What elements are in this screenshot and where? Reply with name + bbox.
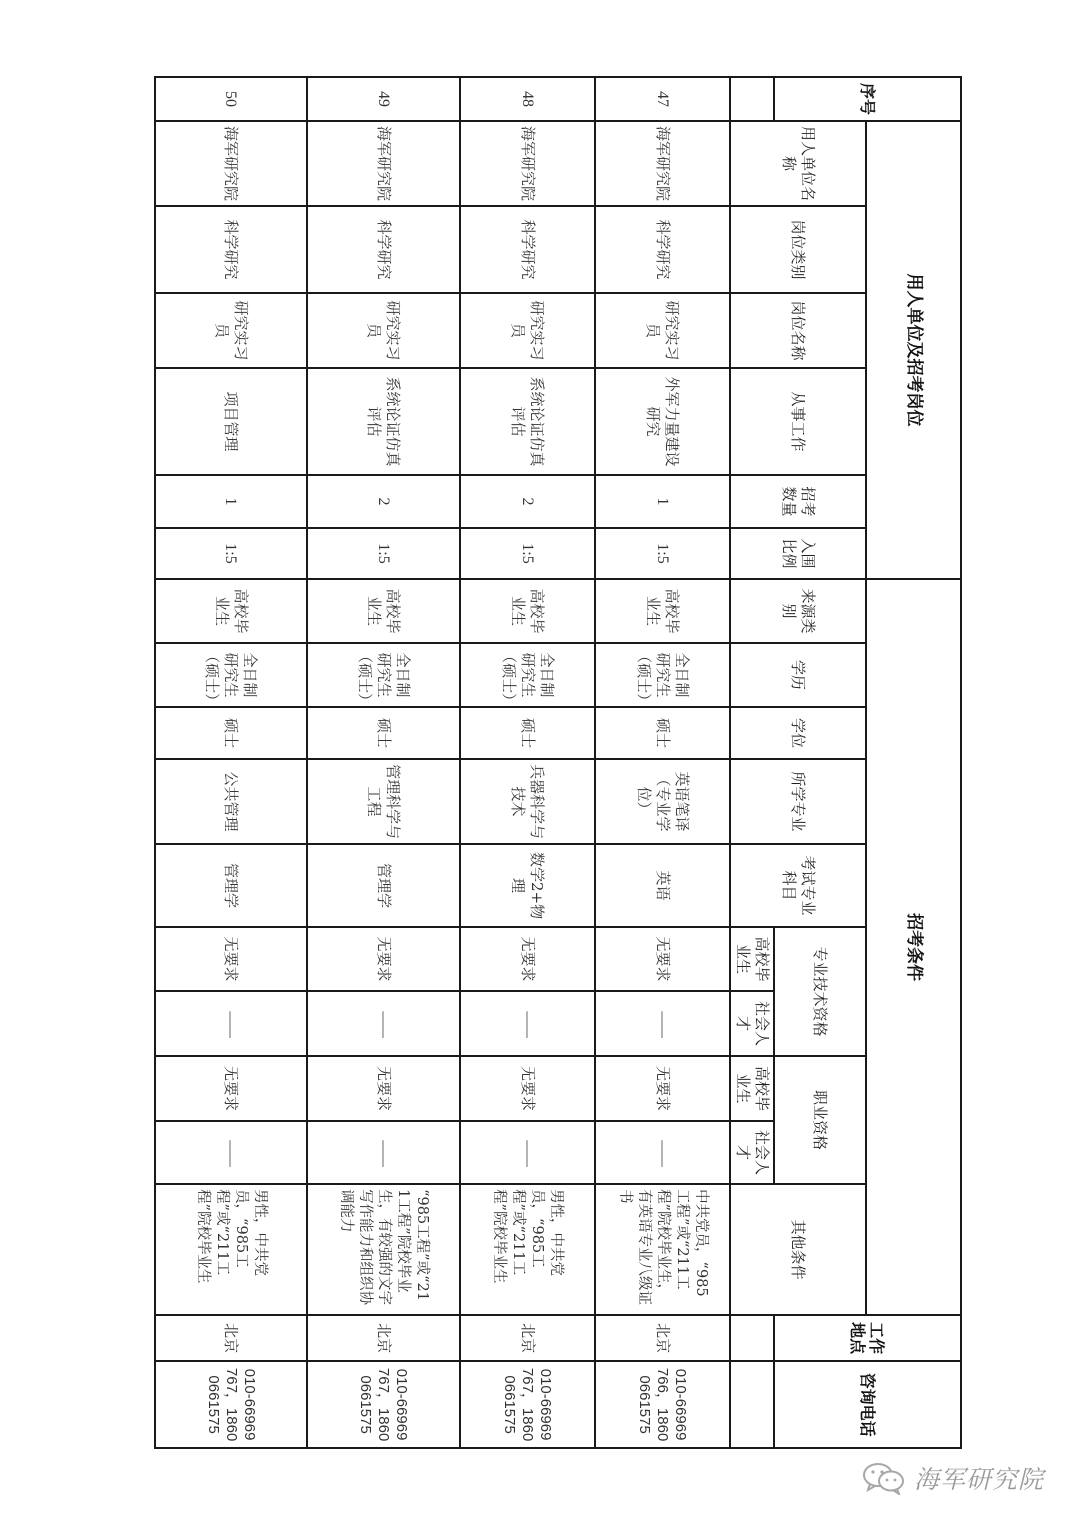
cell-quota: 1	[155, 475, 307, 528]
cell-major: 管理科学与工程	[307, 759, 460, 844]
recruitment-table	[154, 76, 962, 1449]
header-unit-and-post: 用人单位及招考岗位	[866, 121, 961, 579]
cell-location: 北京	[155, 1315, 307, 1361]
header-unit-name: 用人单位名称	[730, 121, 866, 206]
cell-post-category: 科学研究	[307, 206, 460, 293]
cell-other: “985工程”或“211工程”院校毕业生，有较强的文字写作能力和组织协调能力	[307, 1184, 460, 1315]
cell-voc-grads: 无要求	[307, 1056, 460, 1121]
header-tech-qual: 专业技术资格	[774, 927, 866, 1056]
watermark-text: 海军研究院	[914, 1465, 1045, 1494]
cell-phone: 010-66969767，18600661575	[460, 1361, 595, 1448]
header-source: 来源类别	[730, 579, 866, 643]
cell-major: 公共管理	[155, 759, 307, 844]
header-work: 从事工作	[730, 368, 866, 475]
cell-voc-social: ——	[460, 1121, 595, 1184]
cell-ratio: 1:5	[460, 528, 595, 579]
cell-source: 高校毕业生	[460, 579, 595, 643]
header-seq: 序号	[774, 77, 961, 121]
cell-post-category: 科学研究	[595, 206, 730, 293]
cell-voc-grads: 无要求	[155, 1056, 307, 1121]
cell-work: 系统论证仿真评估	[307, 368, 460, 475]
header-quota: 招考数量	[730, 475, 866, 528]
cell-tech-social: ——	[460, 991, 595, 1056]
header-education: 学历	[730, 643, 866, 707]
cell-voc-social: ——	[595, 1121, 730, 1184]
cell-unit-name: 海军研究院	[460, 121, 595, 206]
cell-voc-social: ——	[155, 1121, 307, 1184]
cell-post-name: 研究实习员	[155, 293, 307, 368]
table-row	[155, 77, 307, 1448]
cell-post-category: 科学研究	[155, 206, 307, 293]
cell-source: 高校毕业生	[307, 579, 460, 643]
watermark	[862, 1458, 1044, 1498]
cell-voc-grads: 无要求	[460, 1056, 595, 1121]
cell-tech-grads: 无要求	[155, 927, 307, 991]
cell-ratio: 1:5	[155, 528, 307, 579]
header-tech-social: 社会人才	[730, 991, 774, 1056]
header-voc-social: 社会人才	[730, 1121, 774, 1184]
cell-ratio: 1:5	[307, 528, 460, 579]
cell-voc-social: ——	[307, 1121, 460, 1184]
table-row	[460, 77, 595, 1448]
header-major: 所学专业	[730, 759, 866, 844]
cell-quota: 2	[460, 475, 595, 528]
cell-tech-grads: 无要求	[595, 927, 730, 991]
header-degree: 学位	[730, 707, 866, 759]
cell-work: 外军力量建设研究	[595, 368, 730, 475]
cell-degree: 硕士	[307, 707, 460, 759]
table-row	[307, 77, 460, 1448]
cell-other: 男性，中共党员，“985工程”或“211工程”院校毕业生	[460, 1184, 595, 1315]
cell-voc-grads: 无要求	[595, 1056, 730, 1121]
cell-ratio: 1:5	[595, 528, 730, 579]
cell-major: 英语笔译（专业学位）	[595, 759, 730, 844]
cell-phone: 010-66969767，18600661575	[307, 1361, 460, 1448]
cell-tech-grads: 无要求	[460, 927, 595, 991]
sub-header-row	[774, 77, 866, 1448]
cell-seq: 47	[595, 77, 730, 121]
cell-unit-name: 海军研究院	[155, 121, 307, 206]
wechat-icon	[862, 1461, 906, 1495]
cell-exam-subject: 管理学	[155, 844, 307, 927]
cell-work: 项目管理	[155, 368, 307, 475]
cell-unit-name: 海军研究院	[307, 121, 460, 206]
cell-education: 全日制研究生（硕士）	[460, 643, 595, 707]
cell-post-name: 研究实习员	[460, 293, 595, 368]
cell-location: 北京	[595, 1315, 730, 1361]
cell-degree: 硕士	[595, 707, 730, 759]
cell-exam-subject: 数学2+物理	[460, 844, 595, 927]
cell-post-category: 科学研究	[460, 206, 595, 293]
cell-location: 北京	[307, 1315, 460, 1361]
cell-work: 系统论证仿真评估	[460, 368, 595, 475]
cell-source: 高校毕业生	[155, 579, 307, 643]
cell-quota: 1	[595, 475, 730, 528]
cell-education: 全日制研究生（硕士）	[595, 643, 730, 707]
header-phone-spacer	[730, 1361, 774, 1448]
cell-other: 男性，中共党员，“985工程”或“211工程”院校毕业生	[155, 1184, 307, 1315]
header-voc-grads: 高校毕业生	[730, 1056, 774, 1121]
cell-exam-subject: 英语	[595, 844, 730, 927]
recruitment-table-rotated	[195, 76, 962, 1447]
cell-phone: 010-66969767，18600661575	[155, 1361, 307, 1448]
header-conditions: 招考条件	[866, 579, 961, 1315]
header-seq-spacer	[730, 77, 774, 121]
cell-tech-social: ——	[155, 991, 307, 1056]
table-row	[595, 77, 730, 1448]
header-post-category: 岗位类别	[730, 206, 866, 293]
group-header-row	[866, 77, 961, 1448]
cell-source: 高校毕业生	[595, 579, 730, 643]
cell-education: 全日制研究生（硕士）	[307, 643, 460, 707]
cell-major: 兵器科学与技术	[460, 759, 595, 844]
cell-degree: 硕士	[460, 707, 595, 759]
cell-quota: 2	[307, 475, 460, 528]
cell-tech-grads: 无要求	[307, 927, 460, 991]
cell-location: 北京	[460, 1315, 595, 1361]
header-location: 工作地点	[774, 1315, 961, 1361]
header-other: 其他条件	[730, 1184, 866, 1315]
header-location-spacer	[730, 1315, 774, 1361]
cell-education: 全日制研究生（硕士）	[155, 643, 307, 707]
cell-exam-subject: 管理学	[307, 844, 460, 927]
cell-tech-social: ——	[307, 991, 460, 1056]
cell-seq: 48	[460, 77, 595, 121]
cell-tech-social: ——	[595, 991, 730, 1056]
header-vocational-qual: 职业资格	[774, 1056, 866, 1184]
cell-post-name: 研究实习员	[595, 293, 730, 368]
header-post-name: 岗位名称	[730, 293, 866, 368]
cell-seq: 50	[155, 77, 307, 121]
cell-degree: 硕士	[155, 707, 307, 759]
cell-phone: 010-66969766，18600661575	[595, 1361, 730, 1448]
cell-post-name: 研究实习员	[307, 293, 460, 368]
cell-seq: 49	[307, 77, 460, 121]
header-phone: 咨询电话	[774, 1361, 961, 1448]
header-tech-grads: 高校毕业生	[730, 927, 774, 991]
header-ratio: 入围比例	[730, 528, 866, 579]
cell-other: 中共党员，“985工程”或“211工程”院校毕业生，有英语专业八级证书	[595, 1184, 730, 1315]
header-exam-subject: 考试专业科目	[730, 844, 866, 927]
cell-unit-name: 海军研究院	[595, 121, 730, 206]
